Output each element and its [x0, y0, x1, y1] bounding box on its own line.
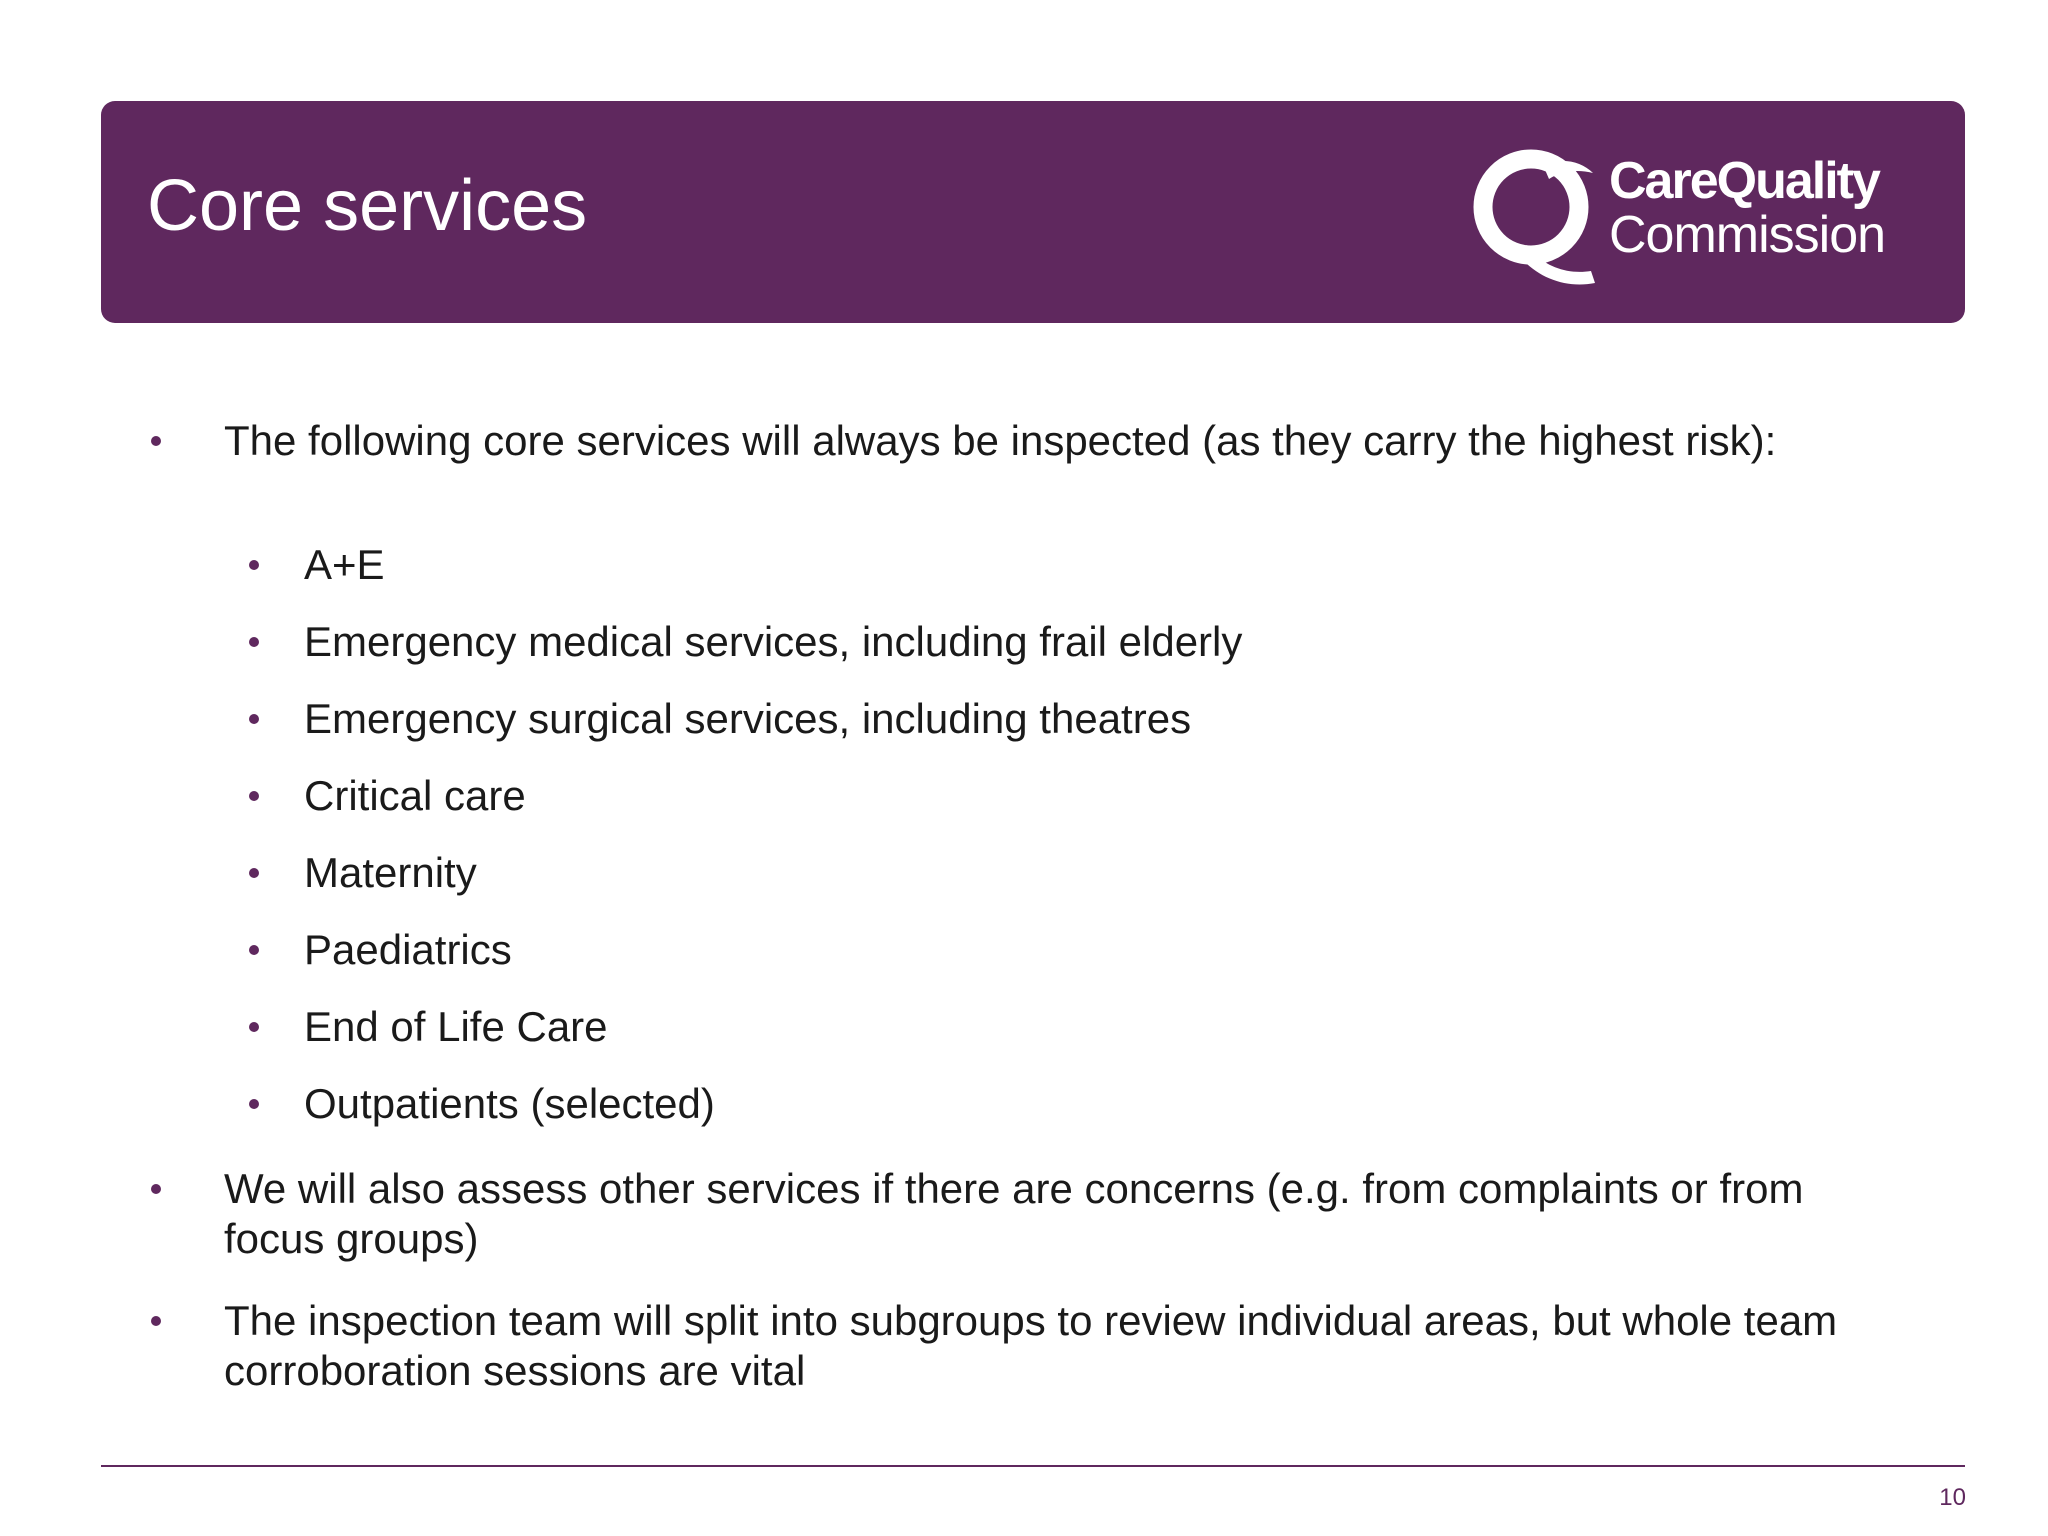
- logo-text-commission: Commission: [1609, 206, 1886, 264]
- sub-bullet-text: Paediatrics: [304, 926, 512, 973]
- sub-bullet-item: [304, 694, 1864, 744]
- sub-bullet-text: A+E: [304, 541, 385, 588]
- bullet-dot-icon: [249, 560, 259, 570]
- sub-bullet-item: [304, 848, 1864, 898]
- bullet-text: We will also assess other services if there are concerns (e.g. from complaints or from focus groups): [224, 1165, 1804, 1262]
- sub-bullet-item: [304, 617, 1864, 667]
- bullet-dot-icon: [151, 436, 161, 446]
- bullet-dot-icon: [249, 868, 259, 878]
- bullet-dot-icon: [249, 791, 259, 801]
- bullet-dot-icon: [249, 1099, 259, 1109]
- bullet-dot-icon: [249, 714, 259, 724]
- bullet-dot-icon: [249, 1022, 259, 1032]
- logo-text-care-quality: CareQuality: [1609, 152, 1879, 210]
- sub-bullet-item: [304, 925, 1864, 975]
- bullet-intro: [224, 416, 1904, 466]
- bullet-text: The following core services will always be inspected (as they carry the highest risk):: [224, 417, 1777, 464]
- page-number: 10: [1939, 1484, 1966, 1511]
- bullet-text: The inspection team will split into subgroups to review individual areas, but whole team corroboration sessions are vital: [224, 1297, 1838, 1394]
- bullet-subgroups: [224, 1296, 1904, 1396]
- sub-bullet-text: Emergency surgical services, including theatres: [304, 695, 1192, 742]
- sub-bullet-item: [304, 540, 1864, 590]
- bullet-dot-icon: [151, 1184, 161, 1194]
- sub-bullet-item: [304, 1079, 1864, 1129]
- slide-title: Core services: [147, 166, 588, 246]
- sub-bullet-item: [304, 1002, 1864, 1052]
- sub-bullet-text: Emergency medical services, including frail elderly: [304, 618, 1243, 665]
- bullet-dot-icon: [151, 1316, 161, 1326]
- bullet-other-services: [224, 1164, 1904, 1264]
- bullet-dot-icon: [249, 945, 259, 955]
- bullet-dot-icon: [249, 637, 259, 647]
- sub-bullet-text: Outpatients (selected): [304, 1080, 715, 1127]
- sub-bullet-item: [304, 771, 1864, 821]
- sub-bullet-text: End of Life Care: [304, 1003, 608, 1050]
- sub-bullet-text: Maternity: [304, 849, 477, 896]
- sub-bullet-text: Critical care: [304, 772, 526, 819]
- footer-divider: [101, 1465, 1965, 1467]
